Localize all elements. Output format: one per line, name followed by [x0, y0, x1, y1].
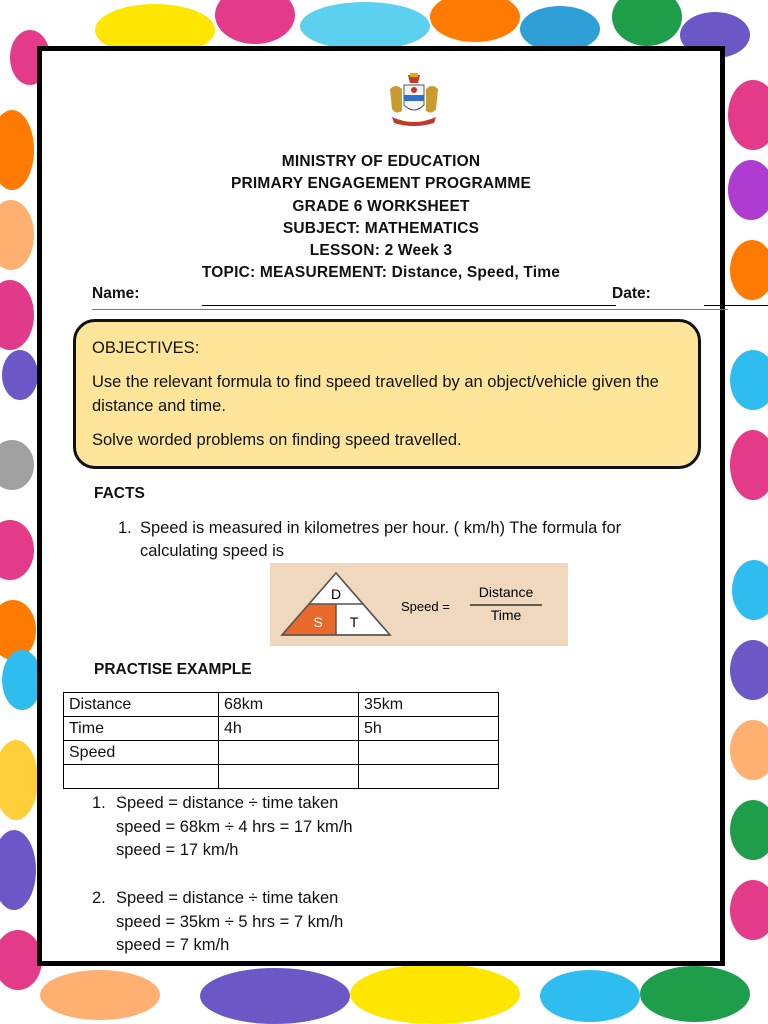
formula-numerator: Distance — [478, 584, 534, 600]
triangle-t-label: T — [349, 614, 359, 630]
example-line: Speed = distance ÷ time taken — [116, 889, 339, 907]
example-line: speed = 68km ÷ 4 hrs = 17 km/h — [116, 817, 353, 836]
triangle-d-label: D — [330, 586, 342, 602]
example-number: 1. — [92, 794, 106, 812]
example-line: speed = 35km ÷ 5 hrs = 7 km/h — [116, 912, 344, 931]
table-cell[interactable] — [219, 741, 359, 765]
table-row — [64, 693, 499, 717]
table-cell: Distance — [64, 693, 219, 717]
table-cell: 68km — [219, 693, 359, 717]
table-row — [64, 765, 499, 789]
table-cell[interactable] — [359, 741, 499, 765]
table-row — [64, 741, 499, 765]
date-label: Date: — [612, 285, 651, 302]
name-label: Name: — [92, 285, 140, 302]
date-blank-line[interactable] — [704, 305, 768, 306]
example-number: 2. — [92, 889, 106, 907]
objectives-box — [73, 319, 701, 469]
table-cell[interactable] — [359, 765, 499, 789]
example-line: Speed = distance ÷ time taken — [116, 794, 339, 812]
table-cell: Time — [64, 717, 219, 741]
objective-item: Use the relevant formula to find speed travelled by an object/vehicle given the distance and time. — [92, 373, 659, 415]
worksheet-header — [42, 151, 720, 285]
table-cell[interactable] — [219, 765, 359, 789]
practise-example-heading: PRACTISE EXAMPLE — [94, 661, 252, 678]
example-line: speed = 7 km/h — [116, 936, 230, 954]
formula-denominator: Time — [490, 607, 522, 623]
ministry-title: MINISTRY OF EDUCATION — [281, 153, 481, 170]
practise-table — [63, 692, 499, 789]
fact-number: 1. — [118, 519, 132, 537]
coat-of-arms-emblem — [384, 71, 444, 129]
formula-lhs: Speed = — [401, 599, 450, 614]
topic-title: TOPIC: MEASUREMENT: Distance, Speed, Time — [201, 264, 561, 282]
table-cell: 35km — [359, 693, 499, 717]
objective-item: Solve worded problems on finding speed travelled. — [92, 431, 462, 449]
programme-title: PRIMARY ENGAGEMENT PROGRAMME — [230, 175, 532, 193]
subject-title: SUBJECT: MATHEMATICS — [282, 219, 480, 237]
speed-formula-diagram — [270, 563, 568, 646]
triangle-s-label: S — [313, 614, 323, 630]
table-cell: 4h — [219, 717, 359, 741]
example-line: speed = 17 km/h — [116, 841, 239, 859]
table-cell: 5h — [359, 717, 499, 741]
table-cell[interactable] — [64, 765, 219, 789]
table-cell: Speed — [64, 741, 219, 765]
objectives-title: OBJECTIVES: — [92, 339, 200, 357]
facts-heading: FACTS — [94, 485, 145, 502]
name-blank-line[interactable] — [202, 305, 616, 306]
lesson-title: LESSON: 2 Week 3 — [309, 242, 453, 260]
worksheet-page — [37, 46, 725, 966]
fact-text: Speed is measured in kilometres per hour. ( km/h) The formula for calculating speed is — [140, 519, 622, 560]
grade-title: GRADE 6 WORKSHEET — [292, 197, 470, 215]
table-row — [64, 717, 499, 741]
divider — [92, 309, 728, 310]
